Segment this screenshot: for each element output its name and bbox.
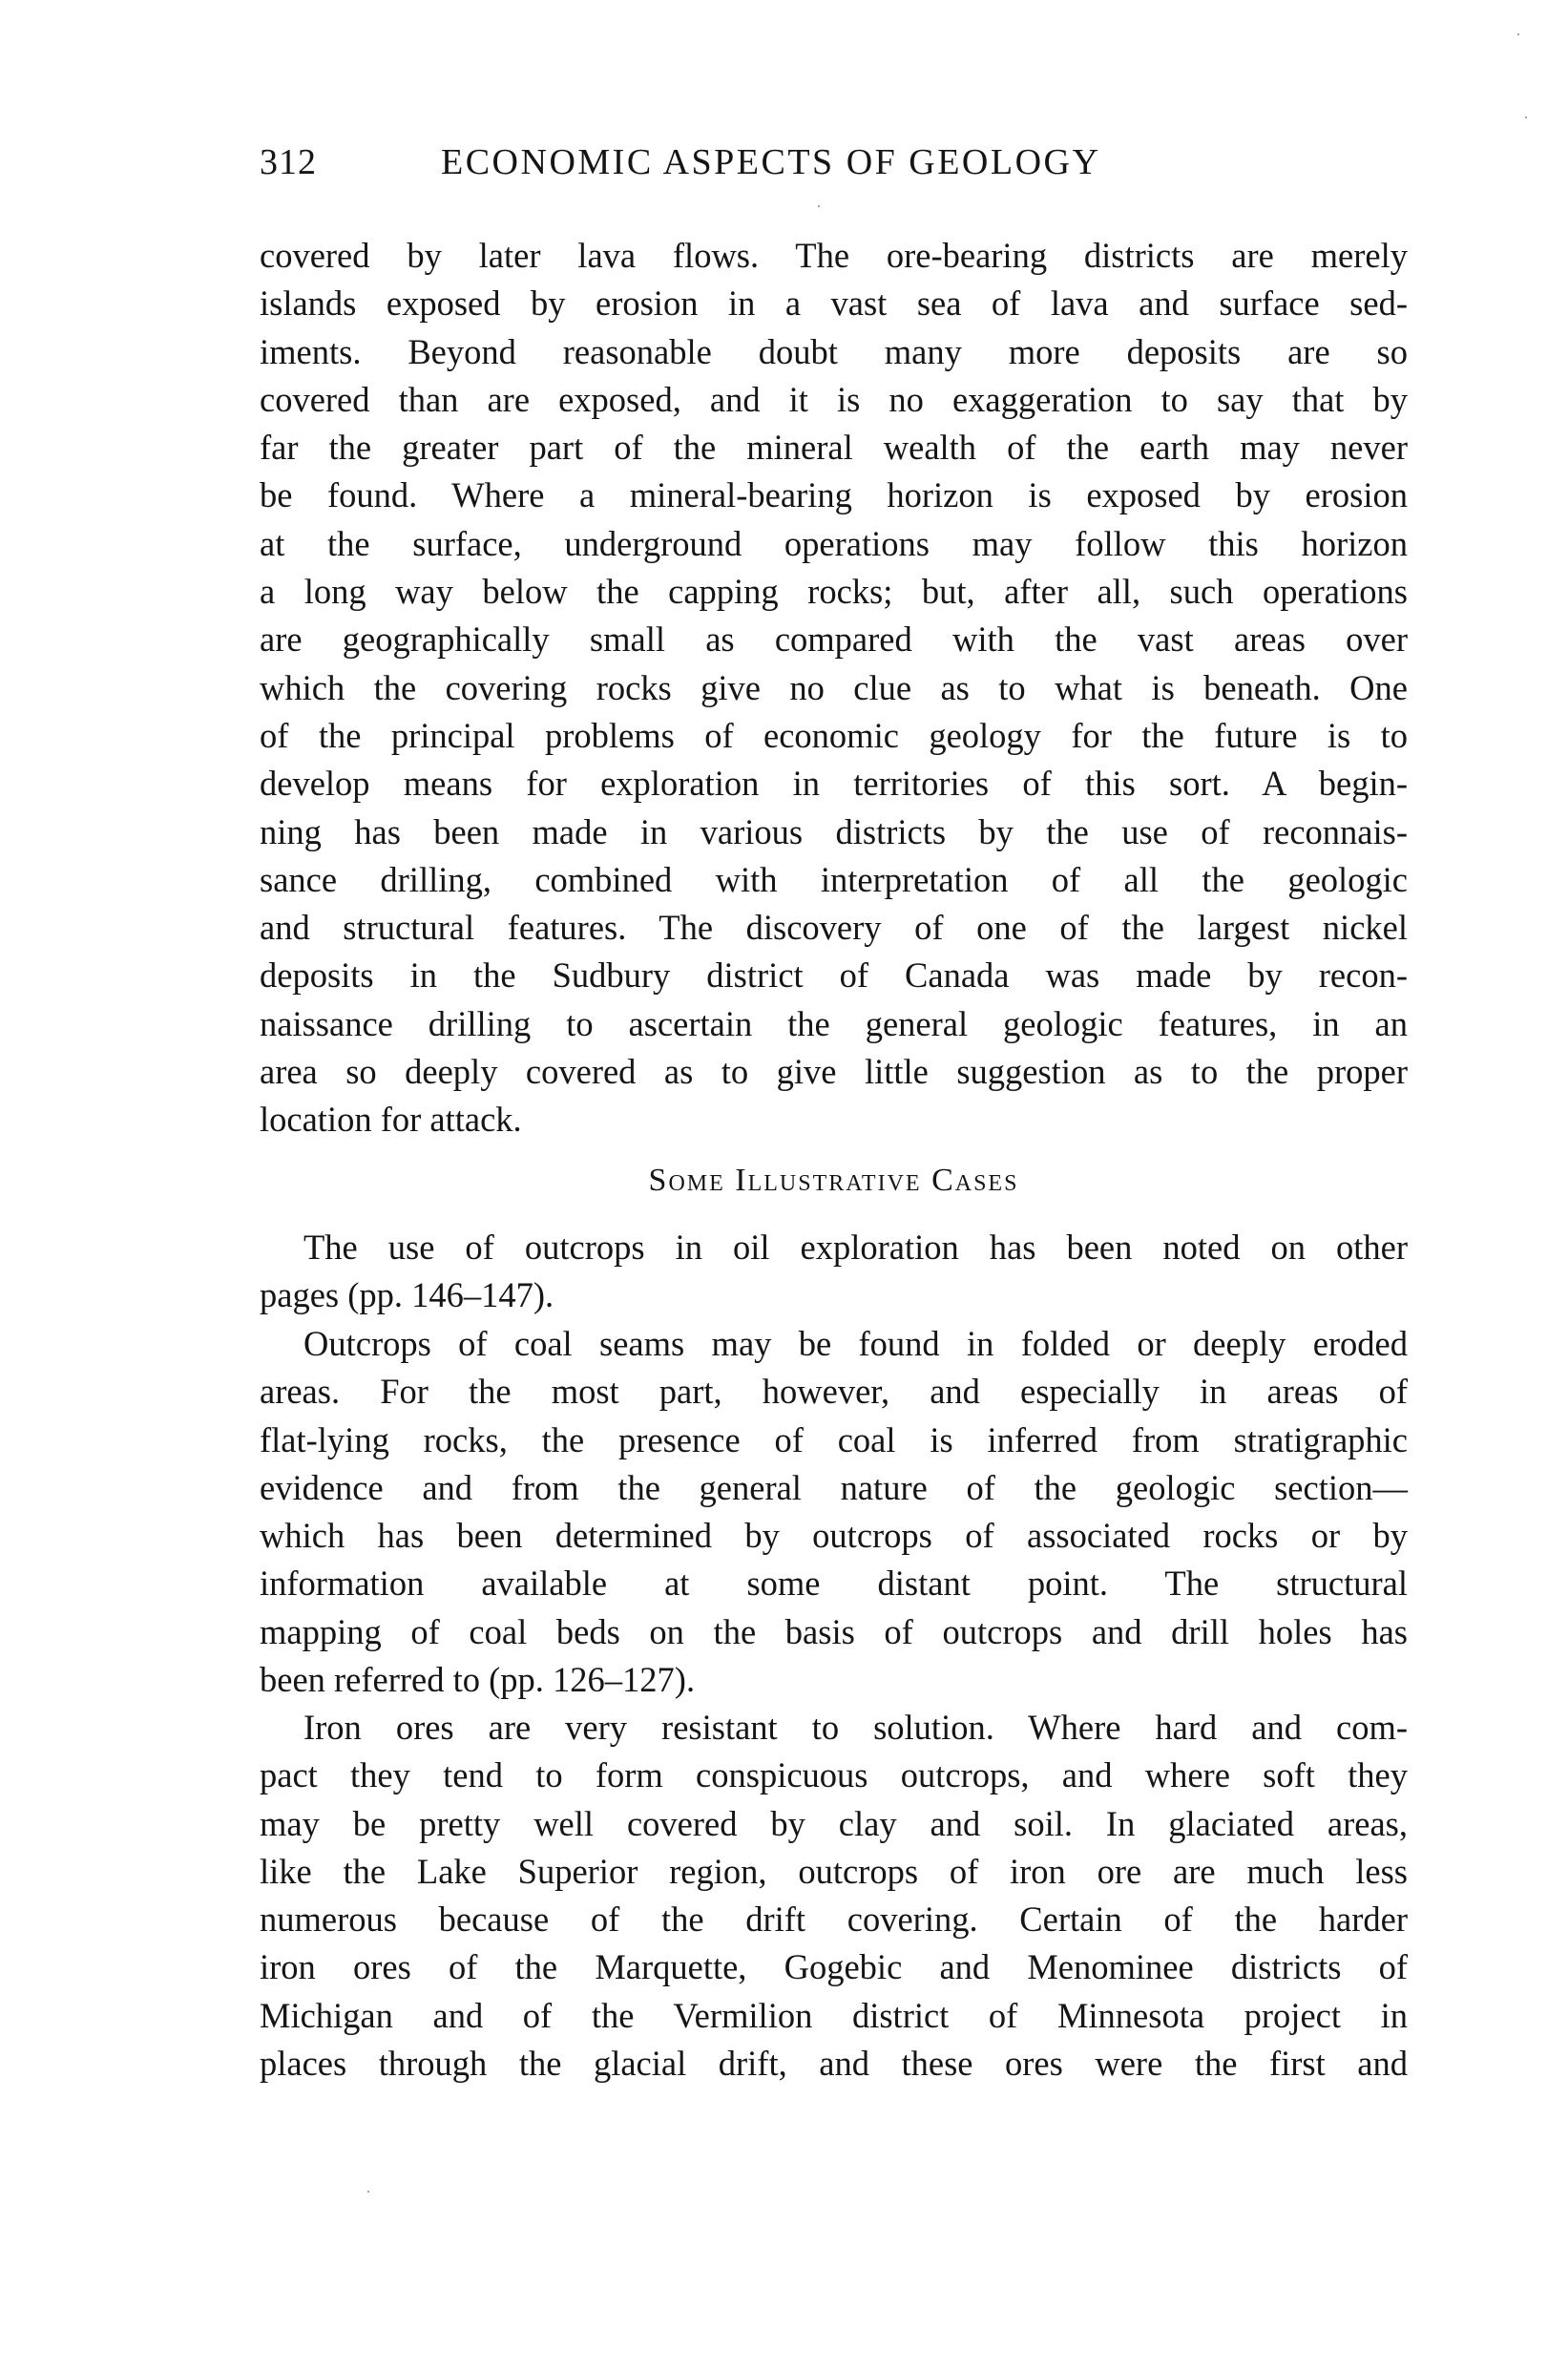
text-line: Michigan and of the Vermilion district of Minnesota project in [260, 1995, 1408, 2035]
text-line: far the greater part of the mineral wealth of the earth may never [260, 428, 1408, 468]
text-line: numerous because of the drift covering. Certain of the harder [260, 1900, 1408, 1940]
running-title: ECONOMIC ASPECTS OF GEOLOGY [441, 142, 1101, 182]
text-line: develop means for exploration in territories of this sort. A begin- [260, 764, 1408, 804]
text-line: iments. Beyond reasonable doubt many more deposits are so [260, 331, 1408, 371]
scan-speck [1517, 33, 1519, 35]
text-line: area so deeply covered as to give little suggestion as to the proper [260, 1052, 1408, 1092]
text-line: which the covering rocks give no clue as to what is beneath. One [260, 667, 1408, 707]
text-line: pages (pp. 146–147). [260, 1275, 554, 1315]
text-line: naissance drilling to ascertain the general geologic features, in an [260, 1003, 1408, 1043]
text-line: information available at some distant point. The structural [260, 1564, 1408, 1604]
text-line: mapping of coal beds on the basis of outcrops and drill holes has [260, 1611, 1408, 1651]
text-line: Iron ores are very resistant to solution. Where hard and com- [303, 1708, 1408, 1747]
text-line: deposits in the Sudbury district of Canada was made by recon- [260, 955, 1408, 996]
paragraph-continued [260, 232, 1408, 1144]
text-line: of the principal problems of economic geology for the future is to [260, 715, 1408, 755]
text-line: The use of outcrops in oil exploration has been noted on other [303, 1228, 1408, 1267]
text-line: pact they tend to form conspicuous outcrops, and where soft they [260, 1755, 1408, 1795]
section-heading: Some Illustrative Cases [648, 1163, 1019, 1198]
text-line: which has been determined by outcrops of associated rocks or by [260, 1516, 1408, 1556]
text-line: location for attack. [260, 1100, 522, 1140]
text-line: iron ores of the Marquette, Gogebic and Menominee districts of [260, 1947, 1408, 1987]
text-line: places through the glacial drift, and these ores were the first and [260, 2044, 1408, 2084]
text-line: islands exposed by erosion in a vast sea of lava and surface sed- [260, 283, 1408, 324]
text-line: at the surface, underground operations may follow this horizon [260, 523, 1408, 563]
scan-speck [367, 2191, 369, 2193]
page-number: 312 [260, 142, 317, 182]
text-line: been referred to (pp. 126–127). [260, 1660, 696, 1700]
text-line: covered by later lava flows. The ore-bearing districts are merely [260, 236, 1408, 275]
scan-speck [818, 205, 820, 207]
text-line: evidence and from the general nature of the geologic section— [260, 1467, 1408, 1507]
text-line: flat-lying rocks, the presence of coal is inferred from stratigraphic [260, 1419, 1408, 1459]
text-line: may be pretty well covered by clay and soil. In glaciated areas, [260, 1803, 1408, 1843]
text-line: areas. For the most part, however, and especially in areas of [260, 1372, 1408, 1412]
text-line: ning has been made in various districts by the use of reconnais- [260, 811, 1408, 851]
text-line: covered than are exposed, and it is no exaggeration to say that by [260, 379, 1408, 419]
text-line: and structural features. The discovery of one of the largest nickel [260, 908, 1408, 948]
text-line: a long way below the capping rocks; but, after all, such operations [260, 572, 1408, 612]
text-line: are geographically small as compared with the vast areas over [260, 619, 1408, 660]
paragraph-iron-ores [260, 1704, 1408, 2088]
paragraph-oil-outcrops [260, 1224, 1408, 1320]
running-head [260, 138, 1214, 186]
text-line: be found. Where a mineral-bearing horizon is exposed by erosion [260, 475, 1408, 515]
paragraph-coal-outcrops [260, 1320, 1408, 1704]
scan-speck [1525, 116, 1527, 118]
text-line: sance drilling, combined with interpretation of all the geologic [260, 859, 1408, 899]
text-line: like the Lake Superior region, outcrops of iron ore are much less [260, 1851, 1408, 1891]
text-line: Outcrops of coal seams may be found in folded or deeply eroded [303, 1324, 1408, 1363]
